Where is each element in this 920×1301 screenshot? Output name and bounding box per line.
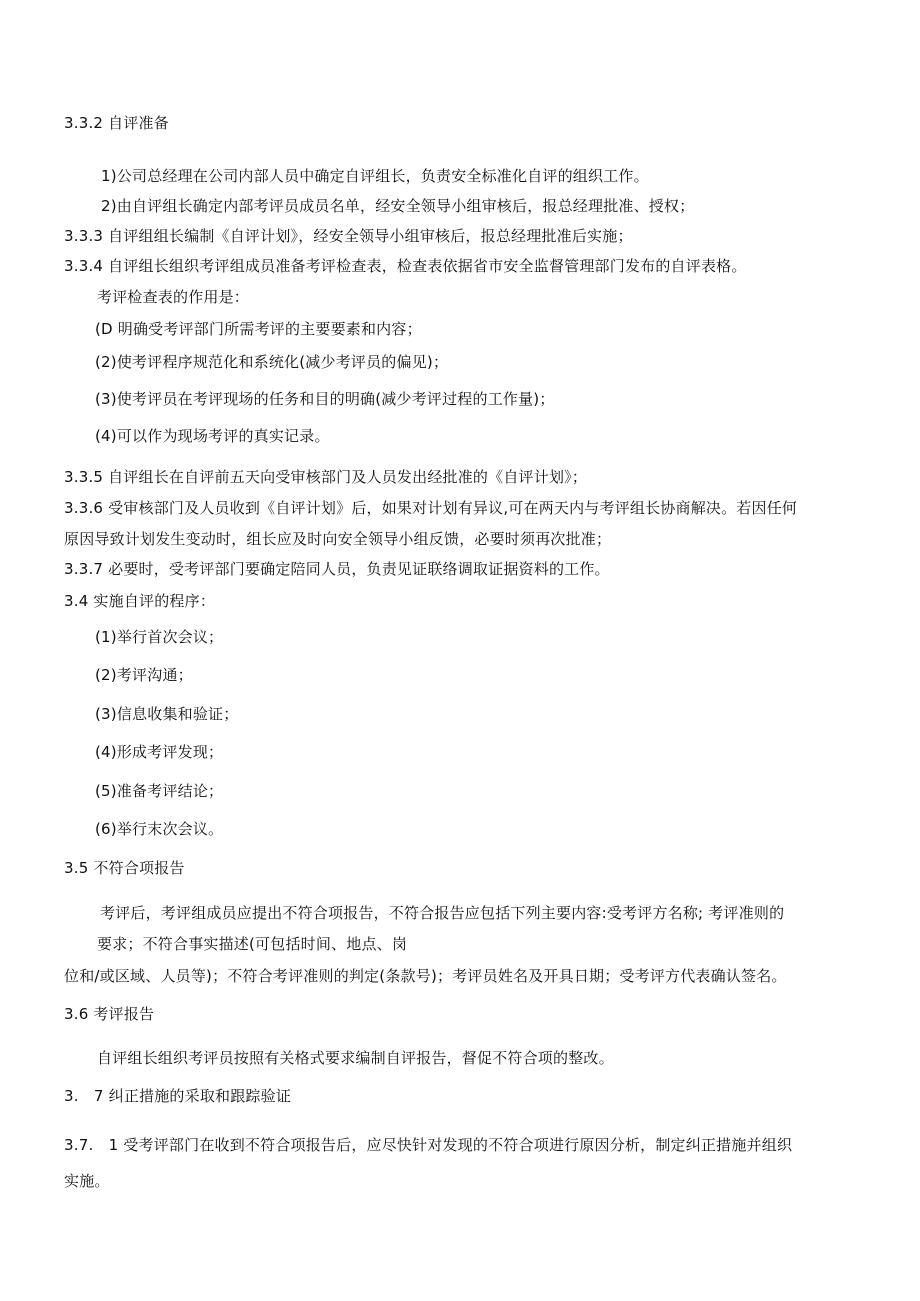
paragraph: 3.3.6 受审核部门及人员收到《自评计划》后，如果对计划有异议,可在两天内与考评组长协商解决。若因任何: [64, 499, 798, 517]
heading-3-3-2: 3.3.2 自评准备: [64, 114, 169, 132]
list-item: (5)准备考评结论；: [95, 782, 224, 800]
list-item: (3)信息收集和验证；: [95, 705, 239, 723]
paragraph: 考评后，考评组成员应提出不符合项报告，不符合报告应包括下列主要内容:受考评方名称; 考评准则的: [100, 904, 785, 922]
heading-3-6: 3.6 考评报告: [64, 1005, 155, 1023]
paragraph: 3.7. 1 受考评部门在收到不符合项报告后，应尽快针对发现的不符合项进行原因分析，制定纠正措施并组织: [64, 1136, 793, 1154]
heading-3-5: 3.5 不符合项报告: [64, 859, 185, 877]
paragraph: 实施。: [64, 1172, 110, 1190]
list-item: (6)举行末次会议。: [95, 820, 224, 838]
paragraph: 3.3.7 必要时，受考评部门要确定陪同人员，负责见证联络调取证据资料的工作。: [64, 560, 610, 578]
list-item: (4)可以作为现场考评的真实记录。: [95, 427, 330, 445]
paragraph: 原因导致计划发生变动时，组长应及时向安全领导小组反馈，必要时须再次批准；: [64, 530, 612, 548]
paragraph: 自评组长组织考评员按照有关格式要求编制自评报告，督促不符合项的整改。: [97, 1049, 614, 1067]
paragraph: 位和/或区域、人员等)；不符合考评准则的判定(条款号)；考评员姓名及开具日期；受考评方代表确认签名。: [64, 967, 787, 985]
list-item: (1)举行首次会议；: [95, 628, 224, 646]
list-item: (2)考评沟通；: [95, 666, 193, 684]
heading-3-7: 3. 7 纠正措施的采取和跟踪验证: [64, 1087, 292, 1105]
list-item: (3)使考评员在考评现场的任务和目的明确(减少考评过程的工作量)；: [95, 390, 555, 408]
paragraph: 3.3.4 自评组长组织考评组成员准备考评检查表，检查表依据省市安全监督管理部门发布的自评表格。: [64, 257, 747, 275]
heading-3-4: 3.4 实施自评的程序：: [64, 592, 216, 610]
paragraph: 考评检查表的作用是：: [97, 288, 250, 306]
list-item: (2)使考评程序规范化和系统化(减少考评员的偏见)；: [95, 353, 449, 371]
list-item: (4)形成考评发现；: [95, 743, 224, 761]
paragraph: 3.3.3 自评组组长编制《自评计划》，经安全领导小组审核后，报总经理批准后实施；: [64, 227, 633, 245]
paragraph: 要求；不符合事实描述(可包括时间、地点、岗: [97, 935, 408, 953]
paragraph: 3.3.5 自评组长在自评前五天向受审核部门及人员发出经批准的《自评计划》；: [64, 468, 588, 486]
paragraph: 1)公司总经理在公司内部人员中确定自评组长，负责安全标准化自评的组织工作。: [101, 167, 649, 185]
list-item: (D 明确受考评部门所需考评的主要要素和内容；: [95, 320, 422, 338]
paragraph: 2)由自评组长确定内部考评员成员名单，经安全领导小组审核后，报总经理批准、授权；: [101, 197, 695, 215]
